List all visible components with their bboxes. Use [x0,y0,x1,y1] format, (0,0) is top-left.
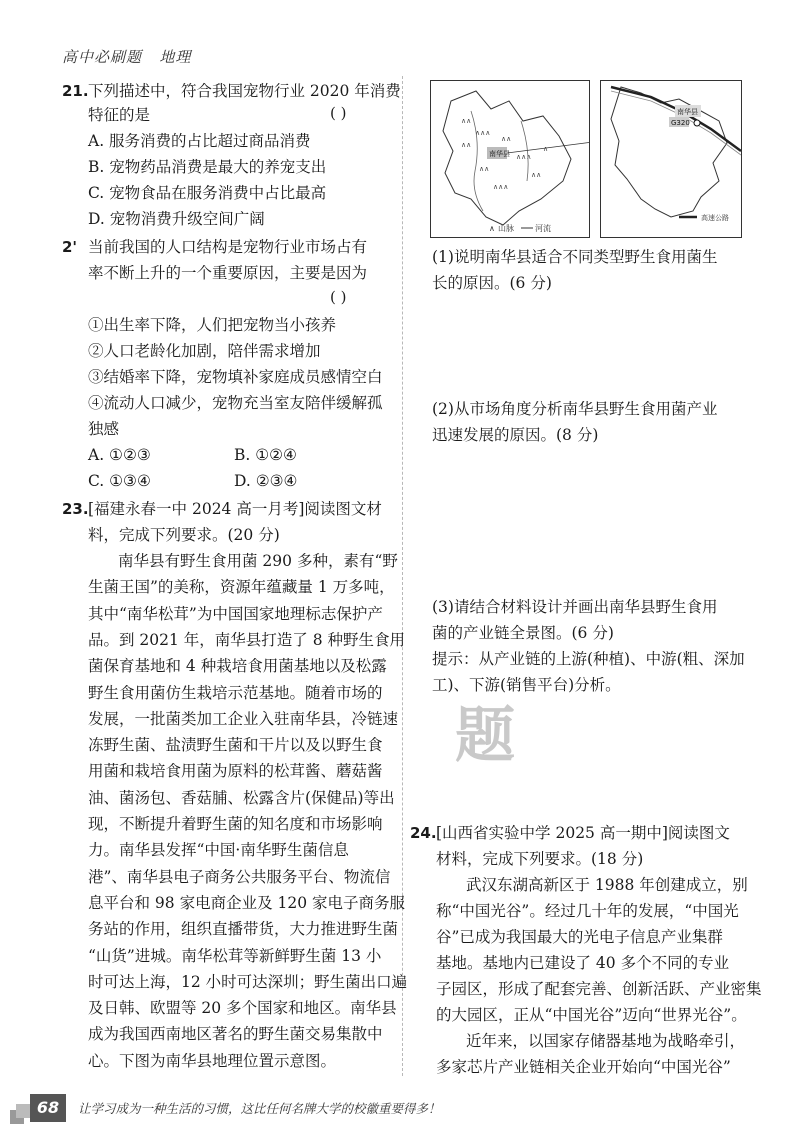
nanhua-county-map [601,81,741,237]
yunnan-outline-map [431,81,589,237]
q21-option-a: A. 服务消费的占比超过商品消费 [88,132,311,150]
q24-material-line: 子园区，形成了配套完善、创新活跃、产业密集 [436,980,762,998]
q23-intro-line2: 料，完成下列要求。(20 分) [88,526,280,544]
q23-sub1-line1: (1)说明南华县适合不同类型野生食用菌生 [432,248,718,266]
q24-number: 24. [410,824,437,842]
q23-material-line: 港”、南华县电子商务公共服务平台、物流信 [88,867,391,886]
q23-material-line: 务站的作用，组织直播带货，大力推进野生菌 [88,920,399,939]
q23-material-line: 时可达上海，12 小时可达深圳；野生菌出口遍 [88,972,408,991]
q24-material-line: 基地。基地内已建设了 40 多个不同的专业 [436,954,730,972]
q23-sub3-hint1: 提示：从产业链的上游(种植)、中游(粗、深加 [432,650,745,668]
legend-mountain-symbol: ∧ [489,224,495,233]
q23-material-line: 南华县有野生食用菌 290 多种，素有“野 [118,552,398,570]
svg-text:∧∧: ∧∧ [501,135,512,143]
watermark-glyph: 题 [455,701,515,771]
legend-highway-label: 高速公路 [701,214,729,222]
q22-answer-paren: ( ) [330,288,347,306]
q24-material-line: 的大园区，正从“中国光谷”迈向“世界光谷”。 [436,1006,747,1024]
svg-text:∧∧: ∧∧ [461,117,472,125]
q23-material-line: 力。南华县发挥“中国·南华野生菌信息 [88,841,349,860]
q21-stem-line1: 下列描述中，符合我国宠物行业 2020 年消费 [88,82,401,100]
column-divider [402,76,404,1076]
footer-motto: 让学习成为一种生活的习惯，这比任何名牌大学的校徽重要得多！ [78,1101,441,1116]
q23-material-line: 生菌王国”的美称，资源年蕴藏量 1 万多吨， [88,578,395,597]
q22-option-b: B. ①②④ [234,446,297,464]
location-map-detail [600,80,742,238]
svg-text:∧∧∧: ∧∧∧ [475,129,491,137]
q24-intro-line2: 材料，完成下列要求。(18 分) [436,850,644,868]
q22-option-d: D. ②③④ [234,472,298,490]
q23-material-line: 发展，一批菌类加工企业入驻南华县，冷链速 [88,709,399,728]
page-header [62,46,191,67]
q23-sub1-line2: 长的原因。(6 分) [432,274,552,292]
q23-sub2-line1: (2)从市场角度分析南华县野生食用菌产业 [432,400,718,418]
legend-mountain-label: 山脉 [498,224,514,233]
svg-text:∧∧∧: ∧∧∧ [493,183,509,191]
svg-text:∧∧: ∧∧ [479,165,490,173]
q21-stem-line2: 特征的是 [88,106,151,124]
svg-text:∧∧∧: ∧∧∧ [516,153,532,161]
svg-text:∧∧: ∧∧ [531,171,542,179]
q23-material-line: 成为我国西南地区著名的野生菌交易集散中 [88,1025,383,1044]
q23-sub2-line2: 迅速发展的原因。(8 分) [432,426,599,444]
q22-item-4: ④流动人口减少，宠物充当室友陪伴缓解孤 [88,394,383,412]
q23-material-line: 息平台和 98 家电商企业及 120 家电子商务服 [88,893,406,912]
q23-material-line: 品。到 2021 年，南华县打造了 8 种野生食用 [88,630,406,649]
q22-stem-line1: 当前我国的人口结构是宠物行业市场占有 [88,238,368,256]
location-map-large [430,80,590,238]
svg-text:∧∧: ∧∧ [461,141,472,149]
q24-intro-line1: [山西省实验中学 2025 高一期中]阅读图文 [436,824,730,842]
q22-number: 2' [62,238,78,256]
q24-material-line: 武汉东湖高新区于 1988 年创建成立，别 [466,876,748,894]
q23-sub3-hint2: 工)、下游(销售平台)分析。 [432,676,621,694]
q23-intro-line1: [福建永春一中 2024 高一月考]阅读图文材 [88,500,382,518]
q23-material-line: 野生食用菌仿生栽培示范基地。随着市场的 [88,683,383,702]
legend-river-label: 河流 [535,224,551,233]
book-title: 高中必刷题 [62,48,143,66]
q22-item-4-cont: 独感 [88,420,120,438]
q22-option-a: A. ①②③ [88,446,151,464]
q24-material-line: 谷”已成为我国最大的光电子信息产业集群 [436,928,723,946]
q23-material-line: 用菌和栽培食用菌为原料的松茸酱、蘑菇酱 [88,762,383,781]
q21-option-d: D. 宠物消费升级空间广阔 [88,210,265,228]
q23-material-line: 及日韩、欧盟等 20 多个国家和地区。南华县 [88,999,397,1018]
q23-material-line: 其中“南华松茸”为中国国家地理标志保护产 [88,604,383,623]
q23-material-line: 心。下图为南华县地理位置示意图。 [88,1051,337,1070]
q22-item-1: ①出生率下降，人们把宠物当小孩养 [88,316,337,334]
q23-material-line: 菌保育基地和 4 种栽培食用菌基地以及松露 [88,657,387,676]
q23-material-line: 现，不断提升着野生菌的知名度和市场影响 [88,815,383,833]
q22-stem-line2: 率不断上升的一个重要原因，主要是因为 [88,264,368,282]
q21-option-c: C. 宠物食品在服务消费中占比最高 [88,184,327,202]
q22-option-c: C. ①③④ [88,472,151,490]
q23-sub3-line2: 菌的产业链全景图。(6 分) [432,624,614,642]
q21-answer-paren: ( ) [330,104,347,122]
subject-title: 地理 [159,48,192,66]
q23-sub3-line1: (3)请结合材料设计并画出南华县野生食用 [432,598,718,616]
map-county-seat-label: 南华县 [677,108,698,116]
q23-number: 23. [62,500,89,518]
q24-material-line: 称“中国光谷”。经过几十年的发展，“中国光 [436,902,739,920]
map-county-label: 南华县 [489,150,510,158]
map-road-label: G320 [671,119,690,127]
q21-option-b: B. 宠物药品消费是最大的养宠支出 [88,158,327,176]
svg-text:∧: ∧ [543,145,549,153]
q24-material-line: 近年来，以国家存储器基地为战略牵引， [466,1032,746,1050]
q23-material-line: “山货”进城。南华松茸等新鲜野生菌 13 小 [88,946,382,965]
page-number: 68 [30,1094,66,1122]
q23-material-line: 冻野生菌、盐渍野生菌和干片以及以野生食 [88,736,383,755]
q22-item-3: ③结婚率下降，宠物填补家庭成员感情空白 [88,368,383,386]
q24-material-line: 多家芯片产业链相关企业开始向“中国光谷” [436,1058,731,1076]
q23-material-line: 油、菌汤包、香菇脯、松露含片(保健品)等出 [88,788,395,807]
q22-item-2: ②人口老龄化加剧，陪伴需求增加 [88,342,321,360]
q21-number: 21. [62,82,89,100]
